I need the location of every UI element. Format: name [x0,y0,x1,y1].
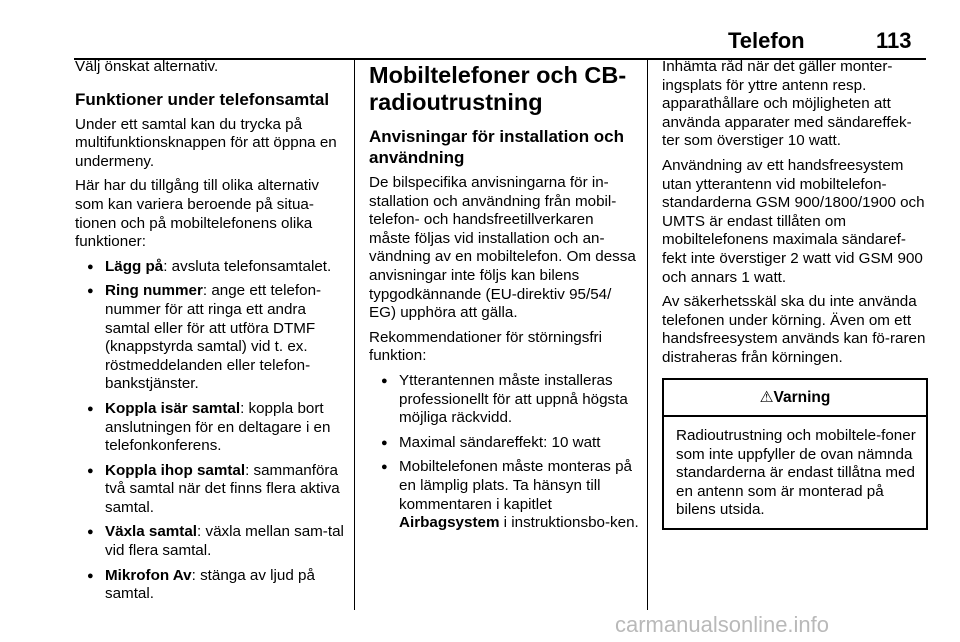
list-item [75,400,345,456]
chapter-title: Telefon [728,28,805,53]
list-item [369,458,639,532]
list-text: : stänga av ljud på samtal. [105,566,315,603]
column-divider-2 [647,60,648,610]
section-heading-call-functions: Funktioner under telefonsamtal [75,89,330,109]
paragraph: Här har du tillgång till olika alternativ som kan variera beroende på situa-tionen och på mobiltelefonens olika funktioner: [75,177,319,251]
list-text: : sammanföra två samtal när det finns flera aktiva samtal. [105,461,340,516]
list-term: Mikrofon Av [105,566,192,584]
column-2 [369,58,639,539]
watermark: carmanualsonline.info [615,612,830,637]
list-item [75,258,345,277]
intro-text: Välj önskat alternativ. [75,58,219,75]
list-item [75,282,345,394]
list-term: Växla samtal [105,523,198,541]
list-text: : avsluta telefonsamtalet. [163,257,332,275]
warning-title: Varning [773,388,831,406]
paragraph: Av säkerhetsskäl ska du inte använda telefonen under körning. Även om ett handsfreesystem används kan fö-raren distraheras från körningen. [662,293,926,366]
cross-reference: Airbagsystem [399,514,500,532]
column-1 [75,58,345,610]
list-term: Ring nummer [105,282,203,300]
list-item: ● Maximal sändareffekt: 10 watt [369,434,639,453]
section-heading-mobile-phones: Mobiltelefoner och CB-radioutrustning [369,62,627,115]
column-3 [662,58,928,530]
list-text: Mobiltelefonen måste monteras på en lämplig plats. Ta hänsyn till kommentaren i kapitlet [399,458,633,513]
page-number: 113 [876,28,912,53]
recommendation-list [369,372,639,533]
paragraph: Rekommendationer för störningsfri funktion: [369,328,602,365]
list-term: Lägg på [105,257,164,275]
warning-text: Radioutrustning och mobiltele-foner som inte uppfyller de ovan nämnda standarderna är endast tillåtna med en antenn som är monterad på bilens utsida. [676,427,916,519]
function-list [75,258,345,604]
list-item [75,462,345,518]
list-term: Koppla ihop samtal [105,461,246,479]
list-text: : ange ett telefon-nummer för att ringa ett andra samtal eller för att utföra DTMF (knappstyrda samtal) vid t. ex. röstmeddelanden eller telefon-bankstjänster. [105,282,322,393]
paragraph: De bilspecifika anvisningarna för in-stallation och användning från mobil-telefon- och handsfreetillverkaren måste följas vid installation och an-vändning av en mobiltelefon. Om dessa anvisningar inte följs kan bilens typgodkännande (EU-direktiv 95/54/ EG) upphöra att gälla. [369,174,636,322]
warning-header [664,380,926,418]
paragraph: Under ett samtal kan du trycka på multifunktionsknappen för att öppna en undermeny. [75,115,337,170]
subheading-installation: Anvisningar för installation och användning [369,127,625,167]
list-item: ● Ytterantennen måste installeras professionellt för att uppnå högsta möjliga räckvidd. [369,372,639,428]
list-item [75,567,345,604]
page-header [0,26,960,56]
warning-icon: ⚠ [759,388,774,406]
paragraph: Användning av ett handsfreesystem utan ytterantenn vid mobiltelefon-standarderna GSM 900/1800/1900 och UMTS är endast tillåten om mobiltelefonens maximala sändaref-fekt inte överstiger 2 watt vid GSM 900 och annars 1 watt. [662,156,925,286]
list-text: : koppla bort anslutningen för en deltagare i en telefonkonferens. [105,399,331,455]
list-term: Koppla isär samtal [105,399,241,417]
paragraph: Inhämta råd när det gäller monter-ingsplats för yttre antenn resp. apparathållare och möjligheten att använda apparater med sändareffek-ter som överstiger 10 watt. [662,58,912,150]
list-item [75,523,345,560]
list-text: i instruktionsbo-ken. [499,514,639,532]
column-divider-1 [354,60,355,610]
list-text: : växla mellan sam-tal vid flera samtal. [105,523,344,560]
warning-box [662,378,928,531]
